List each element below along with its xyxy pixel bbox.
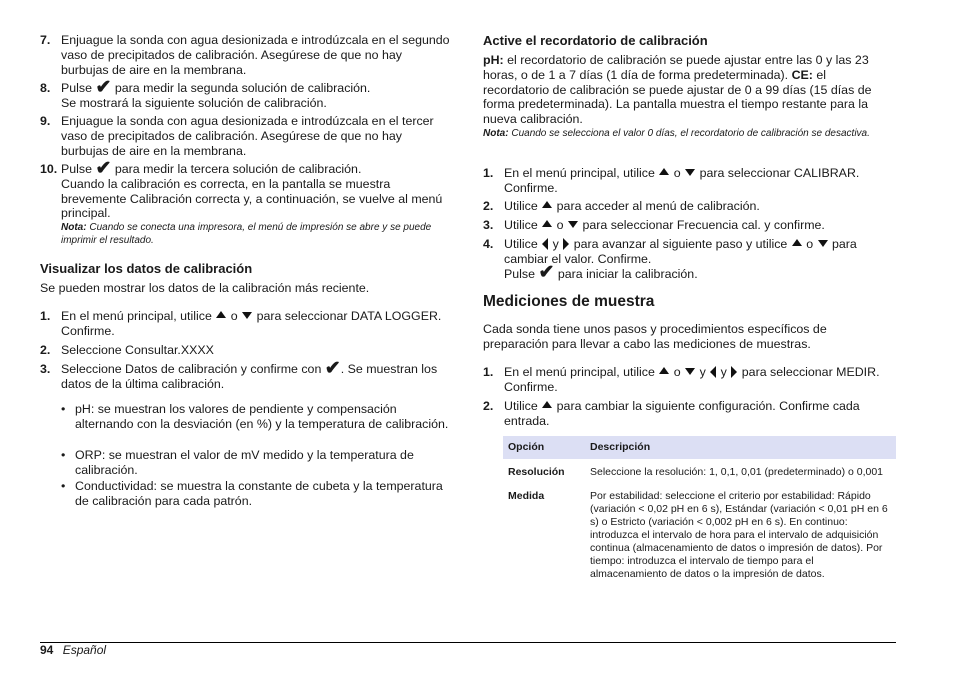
reminder-step-2: 2. Utilice para acceder al menú de calibración.	[483, 199, 760, 213]
up-arrow-icon	[542, 401, 552, 408]
bullet-item: • pH: se muestran los valores de pendiente y compensación alternando con la desviación (en %) y la temperatura de calibración.	[61, 402, 449, 431]
step-number: 8.	[40, 81, 51, 95]
step-7	[40, 33, 450, 77]
bullet-icon: •	[61, 448, 66, 462]
step-text: Pulse ✔ para medir la segunda solución de calibración. Se mostrará la siguiente solución de calibración.	[61, 76, 371, 110]
column-header: Descripción	[585, 436, 896, 459]
bullet-icon: •	[61, 402, 66, 416]
step-number: 9.	[40, 114, 51, 128]
description-cell: Seleccione la resolución: 1, 0,1, 0,01 (predeterminado) o 0,001	[590, 466, 884, 478]
left-arrow-icon	[710, 366, 716, 378]
section-heading: Visualizar los datos de calibración	[40, 261, 253, 276]
bullet-item: • ORP: se muestran el valor de mV medido y la temperatura de calibración.	[61, 448, 414, 477]
section-intro: Se pueden mostrar los datos de la calibración más reciente.	[40, 281, 370, 295]
down-arrow-icon	[568, 221, 578, 228]
table-row	[503, 459, 896, 487]
up-arrow-icon	[792, 239, 802, 246]
confirm-check-icon: ✔	[324, 357, 341, 379]
measure-step-2: 2. Utilice para cambiar la siguiente configuración. Confirme cada entrada.	[483, 399, 860, 428]
step-8	[40, 76, 450, 111]
data-step-1	[40, 309, 450, 339]
data-step-2	[40, 343, 450, 358]
footer-language: Español	[62, 643, 107, 657]
option-cell: Resolución	[508, 466, 565, 478]
step-text: Seleccione Datos de calibración y confirme con ✔. Se muestran los datos de la última calibración.	[61, 357, 438, 391]
step-number: 10.	[40, 162, 58, 176]
page-footer	[40, 643, 106, 658]
table-row	[503, 487, 896, 581]
reminder-step-4: 4. Utilice y para avanzar al siguiente paso y utilice o para cambiar el valor. Confirme. Pulse ✔ para iniciar la calibración.	[483, 237, 857, 284]
data-step-3	[40, 357, 450, 392]
step-number: 7.	[40, 33, 51, 47]
option-cell: Medida	[508, 490, 545, 502]
down-arrow-icon	[685, 368, 695, 375]
step-text: Enjuague la sonda con agua desionizada e introdúzcala en el tercer vaso de precipitados de calibración. Asegúrese de que no hay burbujas de aire en la membrana.	[61, 114, 434, 158]
footer-divider	[40, 642, 896, 643]
description-cell: Por estabilidad: seleccione el criterio por estabilidad: Rápido (variación < 0,02 pH en 6 s), Estándar (variación < 0,01 pH en 6 s) o Estricto (variación < 0,002 pH en 6 s). En continuo: introduzca el intervalo de hora para el intervalo de adquisición continua (almacenamiento de datos o impresión de datos). Por tiempo: introduzca el intervalo de tiempo para el almacenamiento de datos o la impresión de datos.	[590, 490, 888, 580]
step-text: En el menú principal, utilice o para seleccionar DATA LOGGER. Confirme.	[61, 309, 442, 338]
step-number: 2.	[40, 343, 51, 357]
note: Nota: Cuando se conecta una impresora, el menú de impresión se abre y se puede imprimir el resultado.	[61, 222, 432, 247]
measure-step-1: 1. En el menú principal, utilice o y y para seleccionar MEDIR. Confirme.	[483, 365, 880, 394]
step-text: Seleccione Consultar.XXXX	[61, 343, 214, 357]
options-table	[503, 436, 896, 581]
right-arrow-icon	[731, 366, 737, 378]
down-arrow-icon	[242, 312, 252, 319]
reminder-step-1: 1. En el menú principal, utilice o para seleccionar CALIBRAR. Confirme.	[483, 166, 860, 195]
confirm-check-icon: ✔	[95, 157, 112, 179]
down-arrow-icon	[818, 240, 828, 247]
page-number: 94	[40, 643, 54, 657]
step-text: Enjuague la sonda con agua desionizada e introdúzcala en el segundo vaso de precipitados de calibración. Asegúrese de que no hay burbujas de aire en la membrana.	[61, 33, 450, 77]
step-number: 3.	[40, 362, 51, 376]
right-arrow-icon	[563, 238, 569, 250]
section-heading: Active el recordatorio de calibración	[483, 33, 708, 48]
up-arrow-icon	[542, 201, 552, 208]
reminder-step-3: 3. Utilice o para seleccionar Frecuencia cal. y confirme.	[483, 218, 825, 232]
confirm-check-icon: ✔	[95, 76, 112, 98]
down-arrow-icon	[685, 169, 695, 176]
confirm-check-icon: ✔	[538, 262, 555, 284]
step-10	[40, 157, 450, 247]
up-arrow-icon	[542, 220, 552, 227]
bullet-item: • Conductividad: se muestra la constante de cubeta y la temperatura de calibración para cada patrón.	[61, 479, 443, 508]
reminder-paragraph: pH: el recordatorio de calibración se puede ajustar entre las 0 y las 23 horas, o de 1 a 7 días (1 día de forma predeterminada). CE: el recordatorio de calibración se puede ajustar de 0 a 99 días (15 días de forma predeterminada). La pantalla muestra el tiempo restante para la nueva calibración. Nota: Cuando se selecciona el valor 0 días, el recordatorio de calibración se desactiva.	[483, 53, 883, 140]
section-heading-large: Mediciones de muestra	[483, 293, 655, 310]
column-header: Opción	[503, 436, 585, 459]
bullet-icon: •	[61, 479, 66, 493]
up-arrow-icon	[216, 311, 226, 318]
step-number: 1.	[40, 309, 51, 323]
note: Nota: Cuando se selecciona el valor 0 días, el recordatorio de calibración se desactiva.	[483, 127, 870, 139]
section-intro: Cada sonda tiene unos pasos y procedimientos específicos de preparación para llevar a cabo las mediciones de muestras.	[483, 322, 827, 351]
up-arrow-icon	[659, 168, 669, 175]
up-arrow-icon	[659, 367, 669, 374]
step-9	[40, 114, 450, 158]
step-text: Pulse ✔ para medir la tercera solución de calibración. Cuando la calibración es correcta, en la pantalla se muestra brevemente Calibración correcta y, a continuación, se vuelve al menú principal. Nota: Cuando se conecta una impresora, el menú de impresión se abre y se puede imprimir el resultado.	[61, 162, 450, 247]
left-arrow-icon	[542, 238, 548, 250]
table-header-row	[503, 436, 896, 459]
